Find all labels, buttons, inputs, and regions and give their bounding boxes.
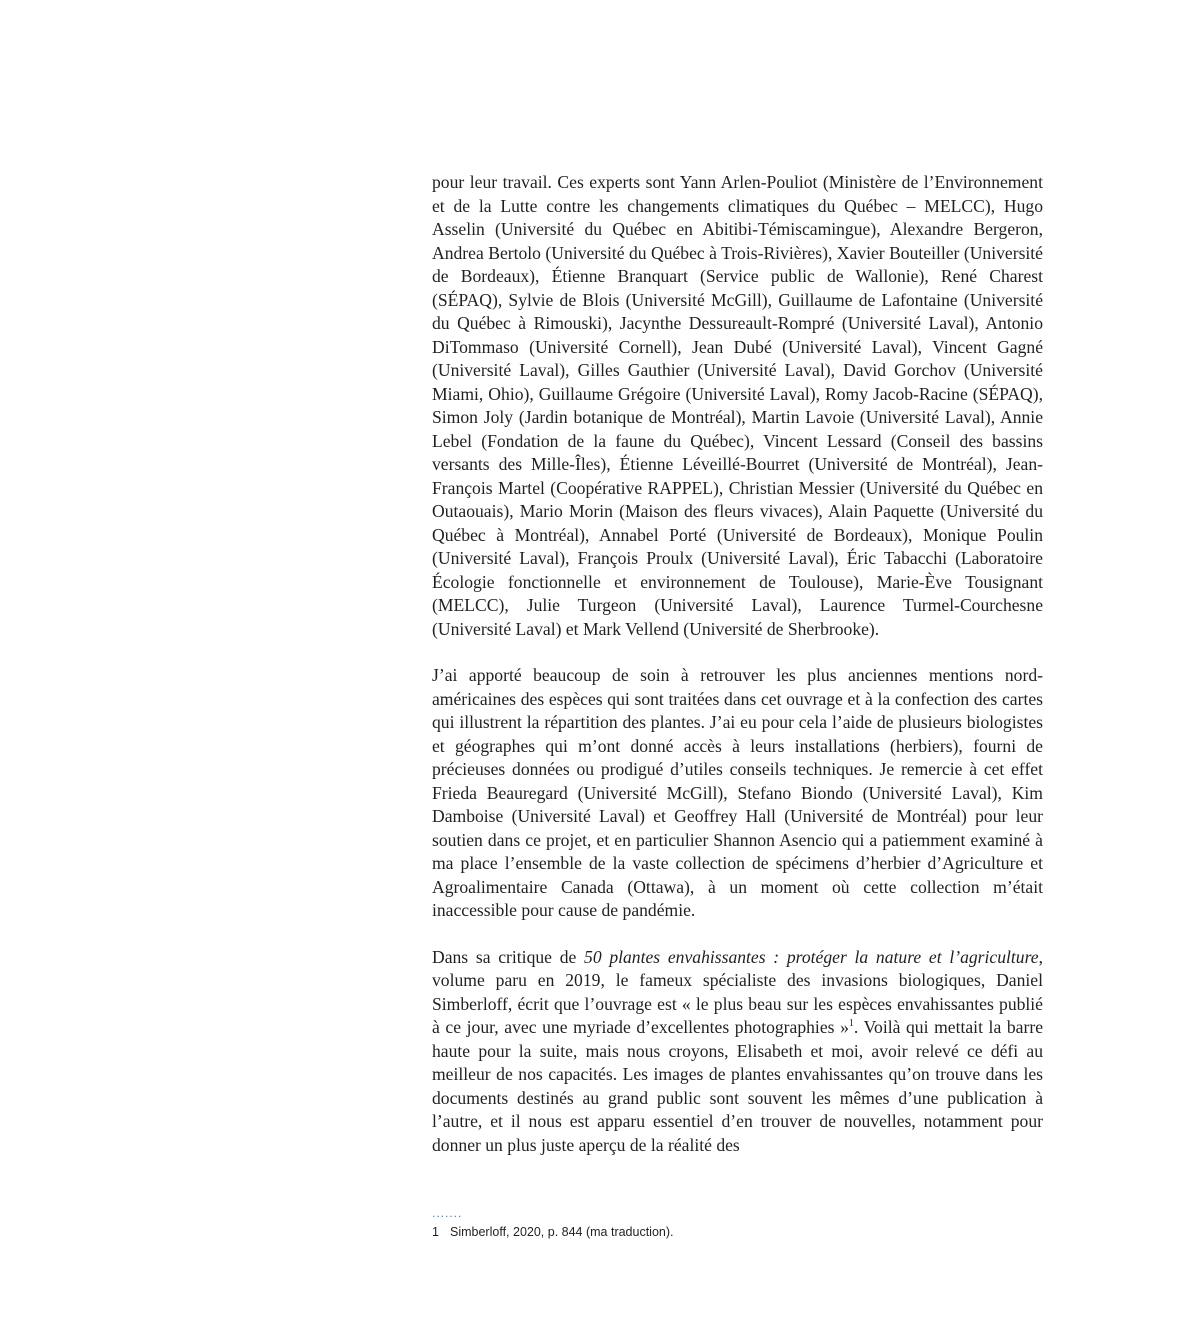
paragraph-critique xyxy=(432,946,1043,1158)
critique-text-middle: , volume paru en 2019, le fameux spécialiste des invasions biologiques, Daniel Simberloff, écrit que l’ouvrage est « le plus beau sur les espèces envahissantes publié à ce jour, avec une myriade d’excellentes photographies » xyxy=(432,946,1043,1037)
book-title: 50 plantes envahissantes : protéger la nature et l’agriculture xyxy=(584,946,1039,967)
paragraph-experts: pour leur travail. Ces experts sont Yann Arlen-Pouliot (Ministère de l’Environnement et de la Lutte contre les changements climatiques du Québec – MELCC), Hugo Asselin (Université du Québec en Abitibi-Témiscamingue), Alexandre Bergeron, Andrea Bertolo (Université du Québec à Trois-Rivières), Xavier Bouteiller (Université de Bordeaux), Étienne Branquart (Service public de Wallonie), René Charest (SÉPAQ), Sylvie de Blois (Université McGill), Guillaume de Lafontaine (Université du Québec à Rimouski), Jacynthe Dessureault-Rompré (Université Laval), Antonio DiTommaso (Université Cornell), Jean Dubé (Université Laval), Vincent Gagné (Université Laval), Gilles Gauthier (Université Laval), David Gorchov (Université Miami, Ohio), Guillaume Grégoire (Université Laval), Romy Jacob-Racine (SÉPAQ), Simon Joly (Jardin botanique de Montréal), Martin Lavoie (Université Laval), Annie Lebel (Fondation de la faune du Québec), Vincent Lessard (Conseil des bassins versants des Mille-Îles), Étienne Léveillé-Bourret (Université de Montréal), Jean-François Martel (Coopérative RAPPEL), Christian Messier (Université du Québec en Outaouais), Mario Morin (Maison des fleurs vivaces), Alain Paquette (Université du Québec à Montréal), Annabel Porté (Université de Bordeaux), Monique Poulin (Université Laval), François Proulx (Université Laval), Éric Tabacchi (Laboratoire Écologie fonctionnelle et environnement de Toulouse), Marie-Ève Tousignant (MELCC), Julie Turgeon (Université Laval), Laurence Turmel-Courchesne (Université Laval) et Mark Vellend (Université de Sherbrooke). xyxy=(432,172,1043,639)
critique-text-end: . Voilà qui mettait la barre haute pour la suite, mais nous croyons, Elisabeth et moi, avoir relevé ce défi au meilleur de nos capacités. Les images de plantes envahissantes qu’on trouve dans les documents destinés au grand public sont souvent les mêmes d’une publication à l’autre, et il nous est apparu essentiel d’en trouver de nouvelles, notamment pour donner un plus juste aperçu de la réalité des xyxy=(432,1017,1044,1155)
body-text xyxy=(432,171,1043,1180)
footnote-number: 1 xyxy=(432,1225,439,1239)
footnote-separator: ....... xyxy=(432,1206,463,1220)
footnote-text: Simberloff, 2020, p. 844 (ma traduction). xyxy=(450,1225,674,1239)
paragraph-herbaria: J’ai apporté beaucoup de soin à retrouver les plus anciennes mentions nord-américaines des espèces qui sont traitées dans cet ouvrage et à la confection des cartes qui illustrent la répartition des plantes. J’ai eu pour cela l’aide de plusieurs biologistes et géographes qui m’ont donné accès à leurs installations (herbiers), fourni de précieuses données ou prodigué d’utiles conseils techniques. Je remercie à cet effet Frieda Beauregard (Université McGill), Stefano Biondo (Université Laval), Kim Damboise (Université Laval) et Geoffrey Hall (Université de Montréal) pour leur soutien dans ce projet, et en particulier Shannon Asencio qui a patiemment examiné à ma place l’ensemble de la vaste collection de spécimens d’herbier d’Agriculture et Agroalimentaire Canada (Ottawa), à un moment où cette collection m’était inaccessible pour cause de pandémie. xyxy=(432,665,1043,920)
footnote xyxy=(432,1224,674,1240)
footnote-reference: 1 xyxy=(848,1018,854,1029)
critique-text-start: Dans sa critique de xyxy=(432,946,585,967)
